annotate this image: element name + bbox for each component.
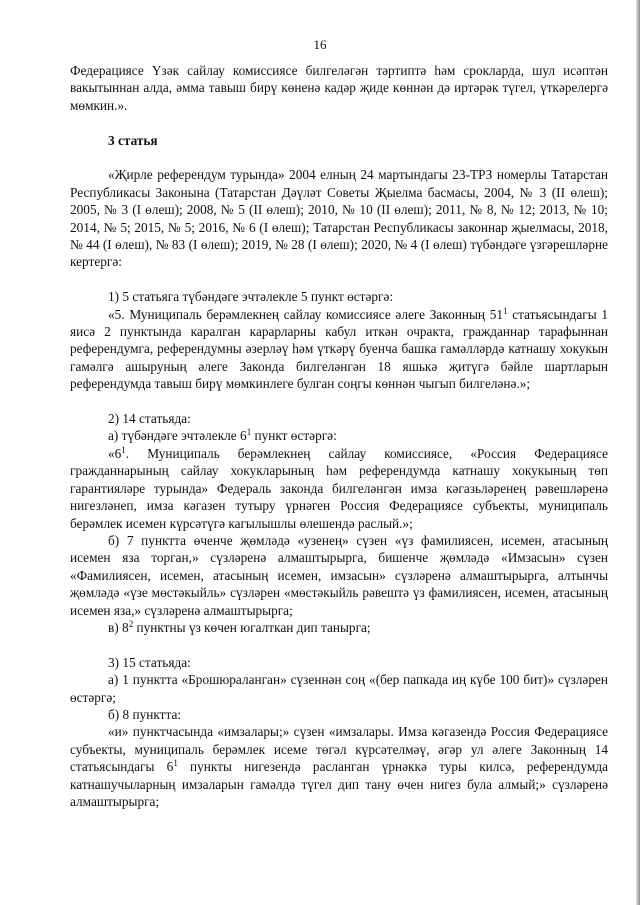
document-body <box>70 62 608 810</box>
text-part: пункт өстәргә: <box>251 428 337 444</box>
paragraph-continuation: Федерациясе Үзәк сайлау комиссиясе билгеләгән тәртиптә һәм срокларда, шул исәптән вакытыннан алда, әмма тавыш бирү көненә кадәр җиде көннән дә иртәрәк түгел, үткәрелергә мөмкин.». <box>70 63 608 113</box>
superscript: 1 <box>246 427 252 438</box>
text-part: «5. Муниципаль берәмлекнең сайлау комиссиясе әлеге Законның 51 <box>108 306 504 322</box>
superscript: 2 <box>128 618 134 629</box>
text-part: «и» пунктчасында «имзалары;» сүзен «имзалары. Имза кәгазендә Россия Федерациясе субъекты, муниципаль берәмлек исеме төгәл күрсәтелмәү, әгәр ул әлеге Законның 14 статьясындагы 6 <box>70 724 608 775</box>
amendment-item-3: 3) 15 статьяда: <box>108 654 191 670</box>
amendment-item-2: 2) 14 статьяда: <box>108 411 191 427</box>
paragraph-law-reference: «Җирле референдум турында» 2004 елның 24 мартындагы 23-ТРЗ номерлы Татарстан Республикасы Законына (Татарстан Дәүләт Советы Җыелма басмасы, 2004, № 3 (II өлеш); 2005, № 3 (I өлеш); 2008, № 5 (II өлеш); 2010, № 10 (II өлеш); 2011, № 8, № 12; 2013, № 10; 2014, № 5; 2015, № 5; 2016, № 6 (I өлеш); Татарстан Республикасы законнар җыелмасы, 2018, № 44 (I өлеш), № 83 (I өлеш); 2019, № 28 (I өлеш); 2020, № 4 (I өлеш) түбәндәге үзгәрешләрне кертергә: <box>70 167 608 270</box>
amendment-item-2c <box>70 619 608 636</box>
superscript: 1 <box>173 758 178 769</box>
text-part: «6 <box>108 445 122 461</box>
article-heading: 3 статья <box>108 132 158 148</box>
superscript: 1 <box>121 444 126 455</box>
scan-edge-shadow <box>636 0 640 905</box>
text-part: а) түбәндәге эчтәлекле 6 <box>108 428 247 444</box>
amendment-item-2a <box>70 427 608 444</box>
text-part: в) 8 <box>108 619 129 635</box>
amendment-item-2b: б) 7 пунктта өченче җөмләдә «узенең» сүзен «үз фамилиясен, исемен, атасының исемен яза торган,» сүзләренә алмаштырырга, бишенче җөмләдә «Имзасын» сүзен «Фамилиясен, исемен, атасының исемен, имзасын» сүзләренә алмаштырырга, алтынчы җөмләдә «үзе мөстәкыйль» сүзләрен «мөстәкыйль рәвештә үз фамилиясен, исемен, атасының исемен яза,» сүзләренә алмаштырырга; <box>70 532 608 618</box>
text-part: пунктны үз көчен югалткан дип танырга; <box>133 619 371 635</box>
text-part: пункты нигезендә расланган үрнәккә туры килсә, референдумда катнашучыларның имзаларын гамәлдә түгел дип тану өчен нигез була алмый;» сүзләренә алмаштырырга; <box>70 759 608 809</box>
amendment-item-3b-text <box>70 723 608 810</box>
page-number: 16 <box>313 37 327 52</box>
superscript: 1 <box>503 305 508 316</box>
amendment-item-2a-text <box>70 445 608 532</box>
text-part: статьясындагы 1 яисә 2 пунктында каралган карарларны кабул иткән очракта, гражданнар тарафыннан референдумга, референдумны әзерләү һәм үткәрү буенча башка гамәлләрдә катнашу хокукын гамәлгә ашыруның әлеге Законда билгеләнгән 18 яшькә җитүгә бәйле шартларын референдумда тавыш бирү мөмкинлеге булган соңгы көннән чыгып билгеләнә.»; <box>70 306 608 392</box>
amendment-item-1-text <box>70 306 608 393</box>
text-part: . Муниципаль берәмлекнең сайлау комиссиясе, «Россия Федерациясе гражданнарының сайлау хокукларының һәм референдумда катнашу хокукының төп гарантияләре турында» Федераль законда билгеләнгән имза кәгазьләренең рәвешләренә нигезләнеп, имза кәгазен тутыру үрнәген Россия Федерациясе субъекты, муниципаль берәмлек исемен күрсәтүгә кагылышлы өлешендә раслый.»; <box>70 445 608 531</box>
amendment-item-3a: а) 1 пунктта «Брошюраланган» сүзеннән соң «(бер папкада иң күбе 100 бит)» сүзләрен өстәргә; <box>70 672 608 705</box>
amendment-item-1: 1) 5 статьяга түбәндәге эчтәлекле 5 пункт өстәргә: <box>108 289 394 305</box>
amendment-item-3b: б) 8 пунктта: <box>108 706 182 722</box>
